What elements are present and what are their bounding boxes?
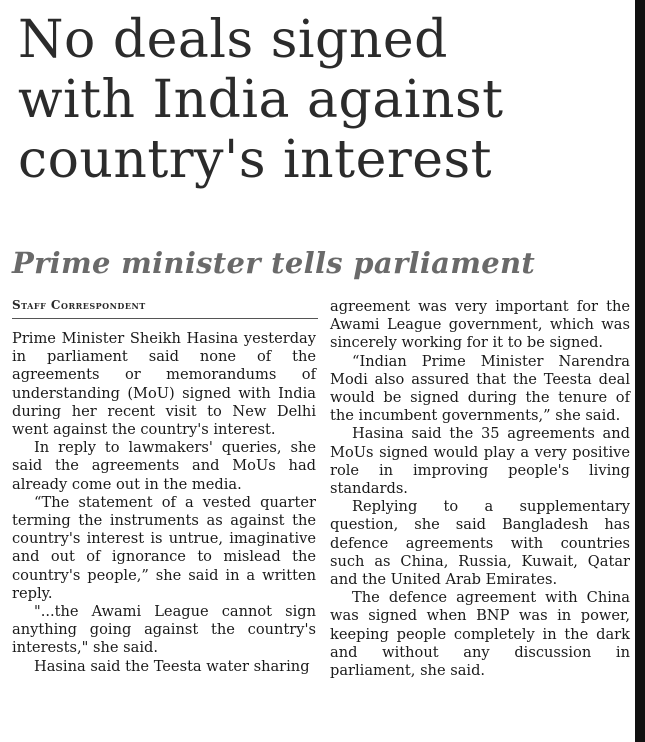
headline-line: country's interest [18,130,493,190]
paragraph: In reply to lawmakers' queries, she said the agreements and MoUs had already come out in the media. [12,439,316,493]
paragraph: The defence agreement with China was signed when BNP was in power, keeping people completely in the dark and without any discussion in parliament, she said. [330,589,630,680]
paragraph: “Indian Prime Minister Narendra Modi also assured that the Teesta deal would be signed during the tenure of the incumbent governments,” she said. [330,352,630,425]
headline-line: with India against [18,70,504,130]
paragraph: Prime Minister Sheikh Hasina yesterday in parliament said none of the agreements or memorandums of understanding (MoU) signed with India during her recent visit to New Delhi went against the country's interest. [12,330,316,439]
headline [18,10,618,190]
paragraph: agreement was very important for the Awami League government, which was sincerely working for it to be signed. [330,298,630,352]
headline-line: No deals signed [18,10,448,70]
paragraph: Replying to a supplementary question, she said Bangladesh has defence agreements with countries such as China, Russia, Kuwait, Qatar and the United Arab Emirates. [330,498,630,589]
article-column-right [330,298,630,680]
paragraph: Hasina said the Teesta water sharing [34,657,310,675]
paragraph: "...the Awami League cannot sign anything going against the country's interests," she said. [12,603,316,657]
byline-divider [12,318,318,319]
scan-edge [635,0,645,742]
article-column-left [12,330,316,676]
byline: Staff Correspondent [12,298,146,312]
paragraph: “The statement of a vested quarter terming the instruments as against the country's interest is untrue, imaginative and out of ignorance to mislead the country's people,” she said in a written reply. [12,493,316,602]
subheadline: Prime minister tells parliament [12,246,536,280]
paragraph: Hasina said the 35 agreements and MoUs signed would play a very positive role in improving people's living standards. [330,425,630,498]
